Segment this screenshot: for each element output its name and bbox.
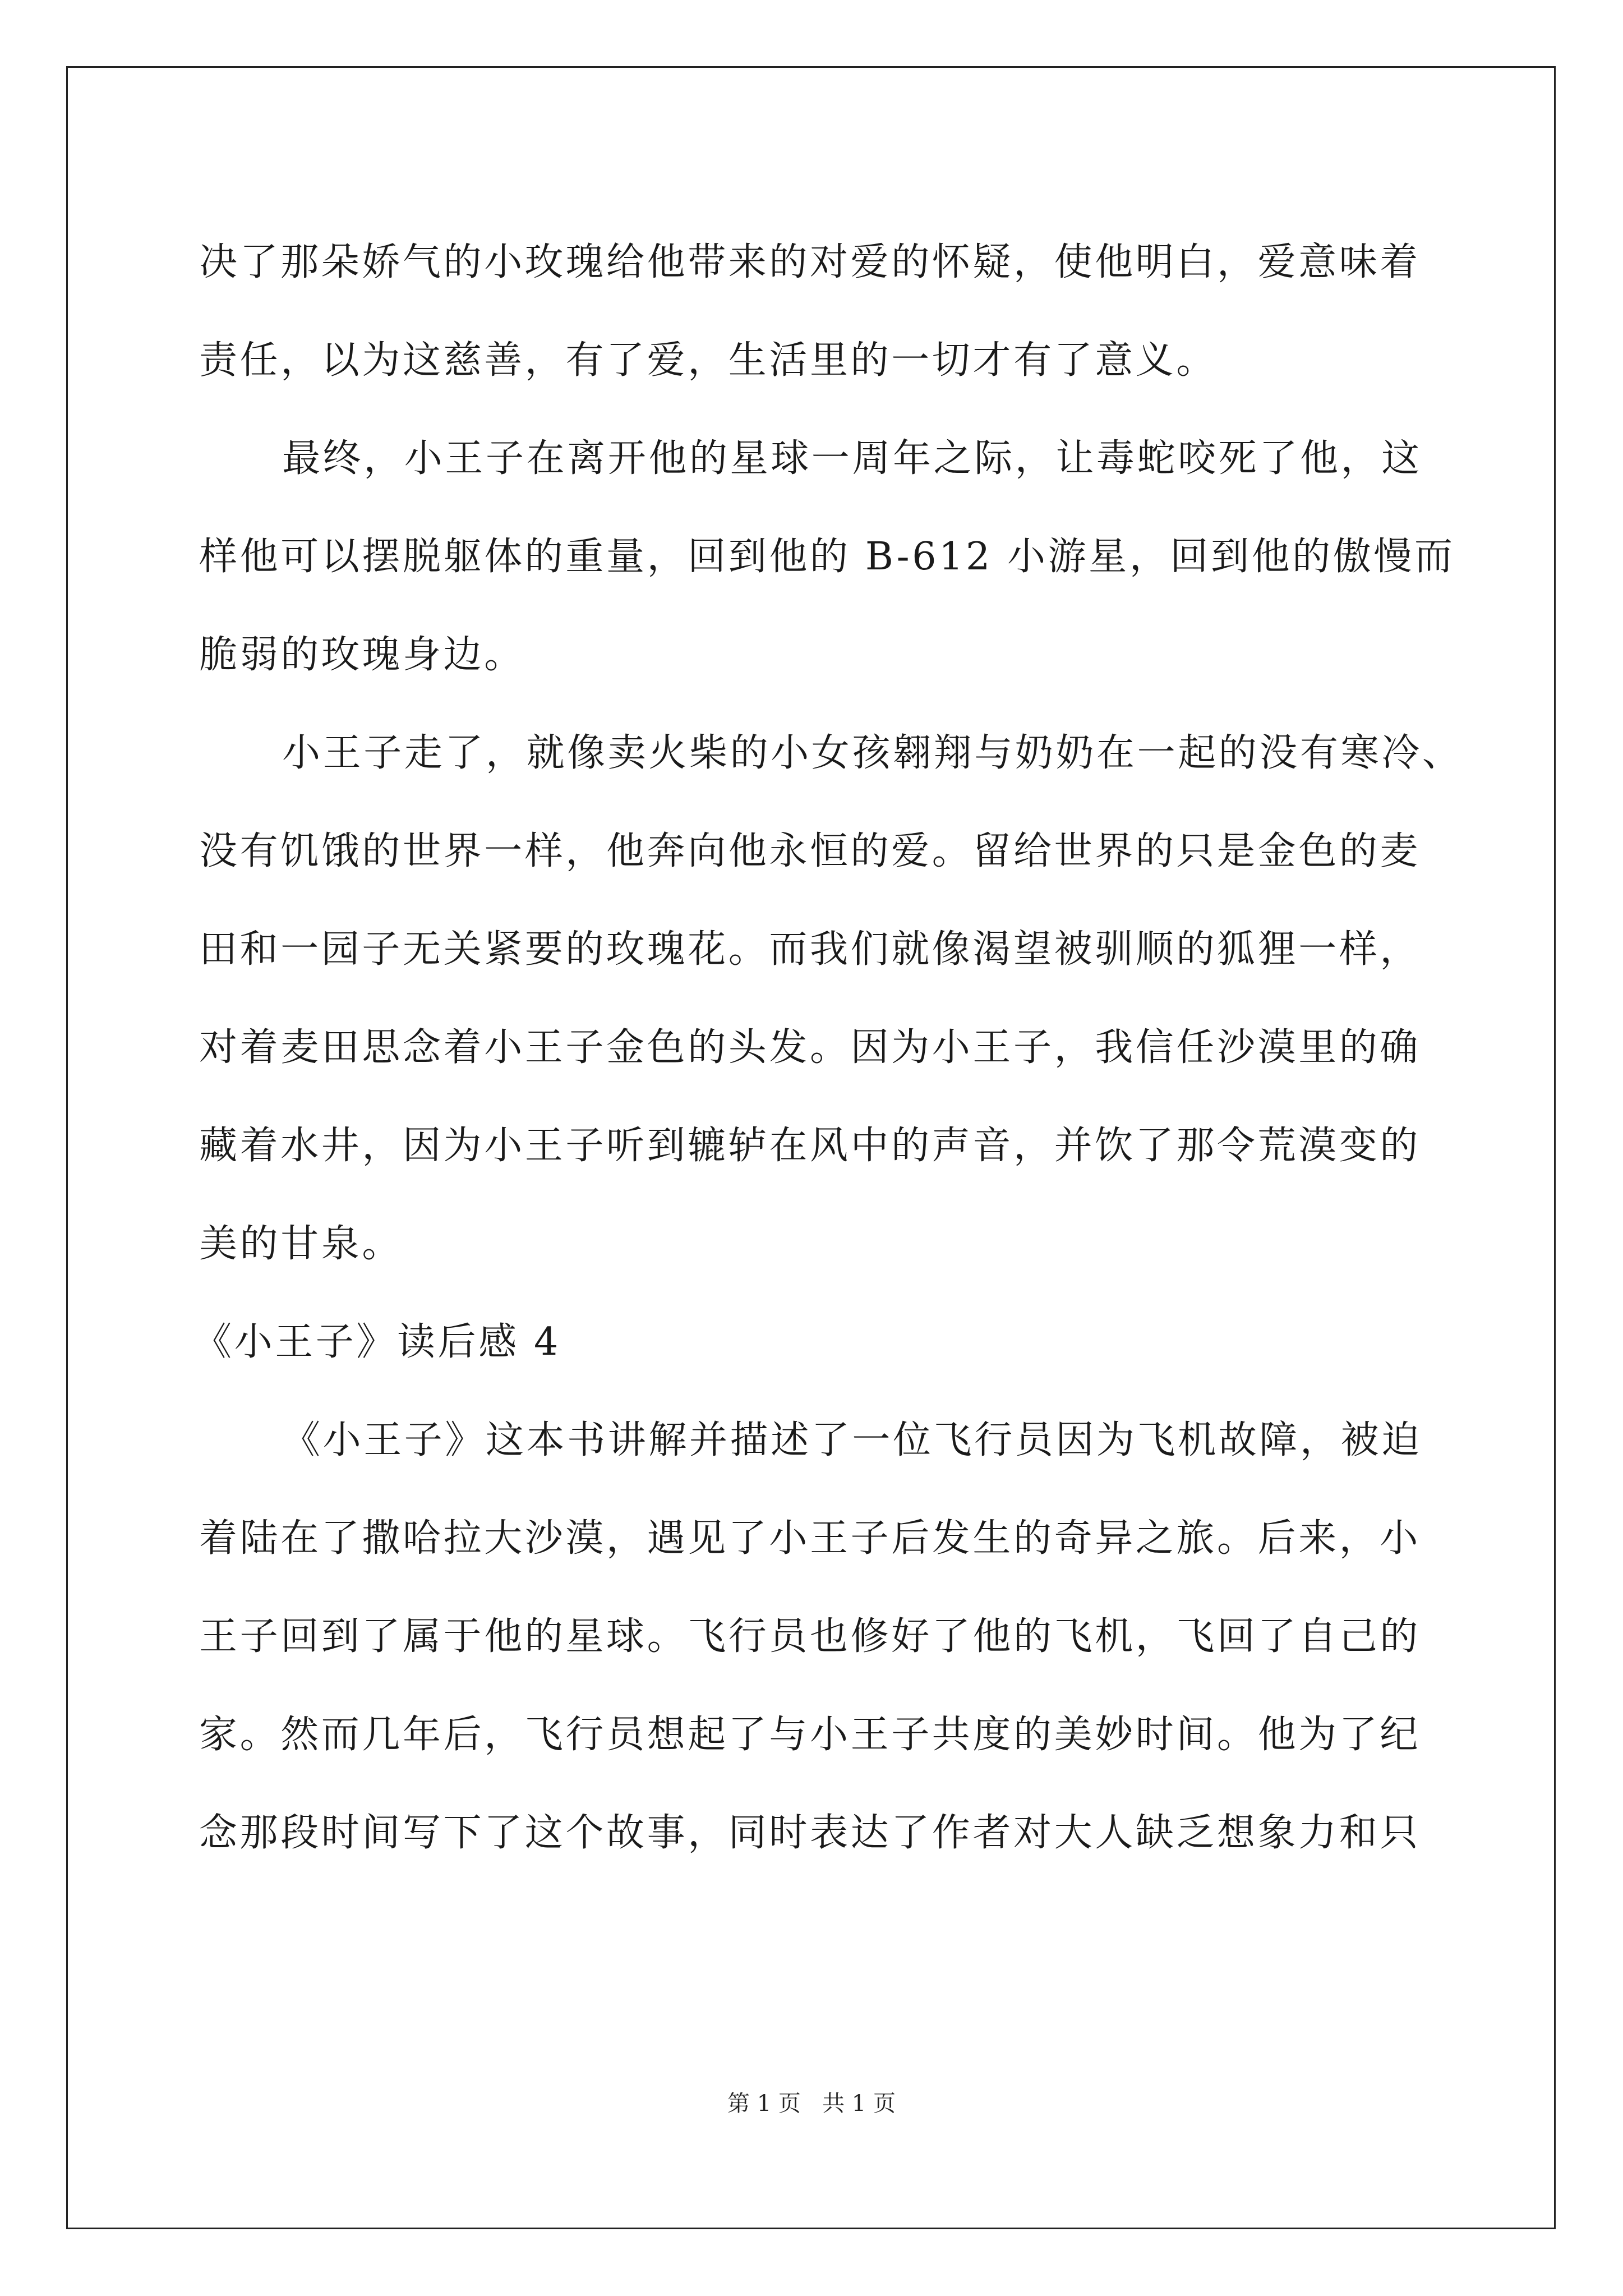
- text-line: 没有饥饿的世界一样，他奔向他永恒的爱。留给世界的只是金色的麦: [199, 829, 1421, 873]
- text-line: 念那段时间写下了这个故事，同时表达了作者对大人缺乏想象力和只: [199, 1811, 1421, 1855]
- text-line: 家。然而几年后，飞行员想起了与小王子共度的美妙时间。他为了纪: [199, 1713, 1421, 1757]
- text-line: 藏着水井，因为小王子听到辘轳在风中的声音，并饮了那令荒漠变的: [199, 1124, 1421, 1168]
- text-line: 着陆在了撒哈拉大沙漠，遇见了小王子后发生的奇异之旅。后来，小: [199, 1516, 1421, 1561]
- text-line: 决了那朵娇气的小玫瑰给他带来的对爱的怀疑，使他明白，爱意味着: [199, 240, 1421, 284]
- text-line: 美的甘泉。: [199, 1222, 403, 1266]
- text-line: 王子回到了属于他的星球。飞行员也修好了他的飞机，飞回了自己的: [199, 1614, 1421, 1659]
- text-line: 脆弱的玫瑰身边。: [199, 633, 525, 677]
- section-heading: 《小王子》读后感 4: [193, 1320, 561, 1364]
- text-line: 责任，以为这慈善，有了爱，生活里的一切才有了意义。: [199, 338, 1218, 383]
- document-body: [193, 213, 1463, 1882]
- text-line: 对着麦田思念着小王子金色的头发。因为小王子，我信任沙漠里的确: [199, 1025, 1421, 1070]
- text-line: 小王子走了，就像卖火柴的小女孩翱翔与奶奶在一起的没有寒冷、: [282, 731, 1463, 775]
- text-line: 最终，小王子在离开他的星球一周年之际，让毒蛇咬死了他，这: [282, 436, 1422, 481]
- text-line: 田和一园子无关紧要的玫瑰花。而我们就像渴望被驯顺的狐狸一样，: [199, 927, 1421, 972]
- text-line: 样他可以摆脱躯体的重量，回到他的 B-612 小游星，回到他的傲慢而: [199, 535, 1455, 579]
- text-line: 《小王子》这本书讲解并描述了一位飞行员因为飞机故障，被迫: [282, 1418, 1422, 1462]
- page-footer: 第 1 页 共 1 页: [727, 2091, 896, 2116]
